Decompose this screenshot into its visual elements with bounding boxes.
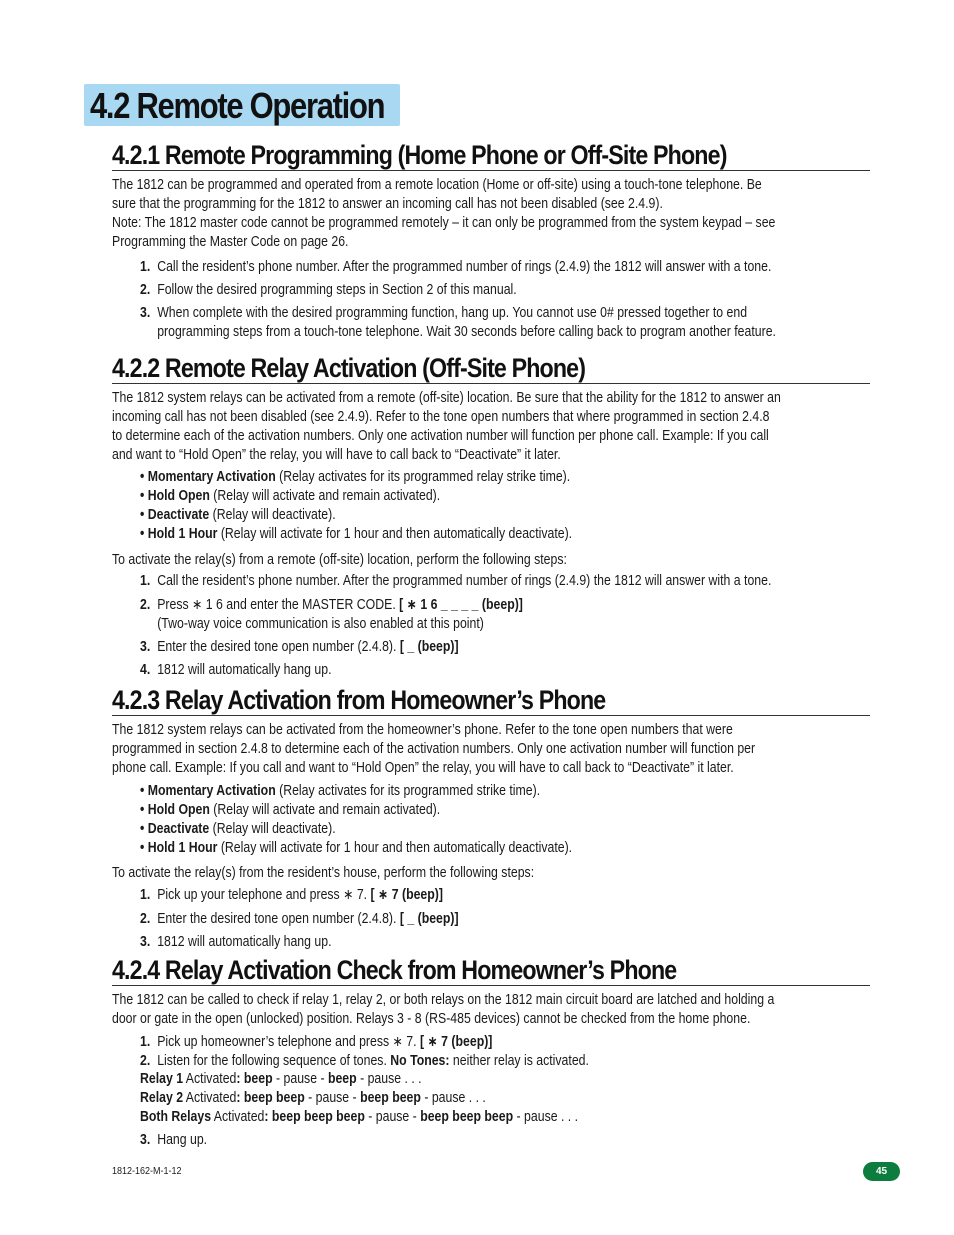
list-item [140, 525, 888, 544]
bullet-desc: (Relay will activate for 1 hour and then automatically deactivate). [217, 526, 573, 542]
text-line: and want to “Hold Open” the relay, you will have to call back to “Deactivate” it later. [112, 447, 561, 463]
list-item [140, 506, 888, 525]
bullet-term: • Momentary Activation [140, 469, 276, 485]
heading-remote-relay-activation: 4.2.2 Remote Relay Activation (Off-Site Phone) [112, 353, 586, 383]
bullet-term: • Hold 1 Hour [140, 840, 218, 856]
step-text: Press ∗ 1 6 and enter the MASTER CODE. [157, 597, 400, 613]
step-text: (Two-way voice communication is also enabled at this point) [157, 616, 484, 632]
text: - pause - [272, 1071, 328, 1087]
tone: beep [327, 1071, 357, 1087]
text-line: incoming call has not been disabled (see 2.4.9). Refer to the tone open numbers that where programmed in section 2.4.8 [112, 409, 770, 425]
list-item [140, 487, 888, 506]
list-item [140, 258, 940, 277]
step-number: 3. [140, 639, 151, 655]
step-text: programming steps from a touch-tone telephone. Wait 30 seconds before calling back to program another feature. [157, 324, 776, 340]
page-number-badge: 45 [863, 1162, 900, 1181]
text-line: phone call. Example: If you call and want to “Hold Open” the relay, you will have to call back to “Deactivate” it later. [112, 760, 734, 776]
tone: beep beep [360, 1090, 421, 1106]
bullet-term: • Deactivate [140, 821, 210, 837]
step-text: Enter the desired tone open number (2.4.8). [157, 911, 400, 927]
bullet-desc: (Relay will deactivate). [209, 821, 336, 837]
step-text: Follow the desired programming steps in Section 2 of this manual. [157, 282, 517, 298]
list-item [140, 1089, 888, 1108]
list-item [140, 281, 940, 300]
bullet-desc: (Relay will activate and remain activated). [209, 802, 441, 818]
list-item [140, 304, 940, 342]
bullet-desc: (Relay will deactivate). [209, 507, 336, 523]
text-line: programmed in section 2.4.8 to determine each of the activation numbers. Only one activation number will function per [112, 741, 756, 757]
subsection-heading-4-2-4 [112, 954, 870, 986]
heading-relay-activation-check: 4.2.4 Relay Activation Check from Homeowner’s Phone [112, 955, 677, 985]
step-text: 1812 will automatically hang up. [157, 662, 332, 678]
text: Activated [211, 1109, 265, 1125]
step-text: Listen for the following sequence of tones. [157, 1053, 391, 1069]
tone: beep beep beep [420, 1109, 514, 1125]
text: Activated [183, 1090, 237, 1106]
relay-label: Relay 1 [140, 1071, 184, 1087]
text: - pause . . . [513, 1109, 579, 1125]
list-item [140, 839, 888, 858]
bullet-term: • Momentary Activation [140, 783, 276, 799]
list-item [140, 468, 888, 487]
step-number: 4. [140, 662, 151, 678]
step-text: Enter the desired tone open number (2.4.8). [157, 639, 400, 655]
bullet-desc: (Relay will activate for 1 hour and then automatically deactivate). [217, 840, 573, 856]
step-text: Pick up your telephone and press ∗ 7. [157, 887, 371, 903]
heading-remote-programming: 4.2.1 Remote Programming (Home Phone or Off-Site Phone) [112, 140, 727, 170]
paragraph-remote-relay [112, 389, 952, 465]
step-text: Pick up homeowner’s telephone and press ∗ 7. [157, 1034, 420, 1050]
bullet-desc: (Relay activates for its programmed relay strike time). [275, 469, 571, 485]
bullet-term: • Hold Open [140, 802, 210, 818]
step-number: 3. [140, 305, 151, 321]
bullet-desc: (Relay activates for its programmed strike time). [275, 783, 541, 799]
step-text: Hang up. [157, 1132, 208, 1148]
key-sequence: [ ∗ 7 (beep)] [419, 1034, 493, 1050]
paragraph-remote-programming [112, 176, 952, 252]
text-line: The 1812 system relays can be activated from a remote (off-site) location. Be sure that the ability for the 1812 to answer an [112, 390, 781, 406]
tone: : beep [236, 1071, 273, 1087]
list-item [140, 1108, 888, 1127]
bullet-term: • Hold 1 Hour [140, 526, 218, 542]
section-title-box [84, 84, 400, 126]
key-sequence: [ ∗ 1 6 _ _ _ _ (beep)] [399, 597, 523, 613]
text-line: To activate the relay(s) from a remote (off-site) location, perform the following steps: [112, 552, 567, 568]
list-item [140, 572, 940, 591]
no-tones-label: No Tones: [390, 1053, 450, 1069]
bullet-list [140, 468, 940, 544]
text-line: The 1812 system relays can be activated from the homeowner’s phone. Refer to the tone open numbers that were [112, 722, 733, 738]
step-number: 2. [140, 597, 151, 613]
list-item [140, 886, 940, 905]
step-number: 1. [140, 573, 151, 589]
bullet-term: • Deactivate [140, 507, 210, 523]
list-item [140, 801, 888, 820]
list-item [140, 596, 940, 634]
section-title: 4.2 Remote Operation [90, 85, 385, 126]
text: - pause . . . [420, 1090, 486, 1106]
step-number: 1. [140, 1034, 151, 1050]
text: Activated [183, 1071, 237, 1087]
text-line: To activate the relay(s) from the resident’s house, perform the following steps: [112, 865, 535, 881]
paragraph-homeowner-relay [112, 721, 952, 778]
key-sequence: [ _ (beep)] [399, 911, 459, 927]
key-sequence: [ ∗ 7 (beep)] [370, 887, 443, 903]
document-code: 1812-162-M-1-12 [112, 1166, 182, 1177]
tone: : beep beep beep [264, 1109, 365, 1125]
heading-homeowner-relay-activation: 4.2.3 Relay Activation from Homeowner’s Phone [112, 685, 606, 715]
text-line: sure that the programming for the 1812 to answer an incoming call has not been disabled (see 2.4.9). [112, 196, 663, 212]
step-number: 1. [140, 887, 151, 903]
text: - pause - [304, 1090, 361, 1106]
step-text: When complete with the desired programming function, hang up. You cannot use 0# pressed together to end [157, 305, 748, 321]
list-item [140, 1070, 888, 1089]
list-item [140, 933, 940, 952]
text-line: to determine each of the activation numbers. Only one activation number will function per phone call. Example: If you call [112, 428, 769, 444]
subsection-heading-4-2-2 [112, 352, 870, 384]
list-item [140, 661, 940, 680]
list-item [140, 638, 940, 657]
list-item [140, 820, 888, 839]
list-item [140, 1033, 940, 1071]
text-line: Programming the Master Code on page 26. [112, 234, 349, 250]
key-sequence: [ _ (beep)] [399, 639, 459, 655]
relay-tone-list [140, 1070, 940, 1127]
step-number: 2. [140, 1053, 151, 1069]
text: - pause . . . [356, 1071, 422, 1087]
paragraph-relay-check [112, 991, 952, 1029]
step-number: 2. [140, 911, 151, 927]
subsection-heading-4-2-1 [112, 139, 870, 171]
step-number: 3. [140, 934, 151, 950]
subsection-heading-4-2-3 [112, 684, 870, 716]
text: - pause - [364, 1109, 421, 1125]
step-number: 3. [140, 1132, 151, 1148]
step-number: 2. [140, 282, 151, 298]
text-line: door or gate in the open (unlocked) position. Relays 3 - 8 (RS-485 devices) cannot be checked from the home phone. [112, 1011, 751, 1027]
tone: : beep beep [236, 1090, 305, 1106]
step-text: neither relay is activated. [449, 1053, 589, 1069]
step-text: Call the resident’s phone number. After the programmed number of rings (2.4.9) the 1812 will answer with a tone. [157, 573, 772, 589]
list-item [140, 910, 940, 929]
list-item [140, 1131, 940, 1150]
steps-intro [112, 551, 952, 570]
step-text: 1812 will automatically hang up. [157, 934, 332, 950]
bullet-term: • Hold Open [140, 488, 210, 504]
step-number: 1. [140, 259, 151, 275]
list-item [140, 782, 888, 801]
relay-label: Both Relays [140, 1109, 212, 1125]
bullet-desc: (Relay will activate and remain activated). [209, 488, 441, 504]
steps-intro [112, 864, 952, 883]
bullet-list [140, 782, 940, 858]
relay-label: Relay 2 [140, 1090, 184, 1106]
text-line: Note: The 1812 master code cannot be programmed remotely – it can only be programmed from the system keypad – see [112, 215, 776, 231]
step-text: Call the resident’s phone number. After the programmed number of rings (2.4.9) the 1812 will answer with a tone. [157, 259, 772, 275]
text-line: The 1812 can be called to check if relay 1, relay 2, or both relays on the 1812 main circuit board are latched and holding a [112, 992, 775, 1008]
text-line: The 1812 can be programmed and operated from a remote location (Home or off-site) using a touch-tone telephone. Be [112, 177, 762, 193]
